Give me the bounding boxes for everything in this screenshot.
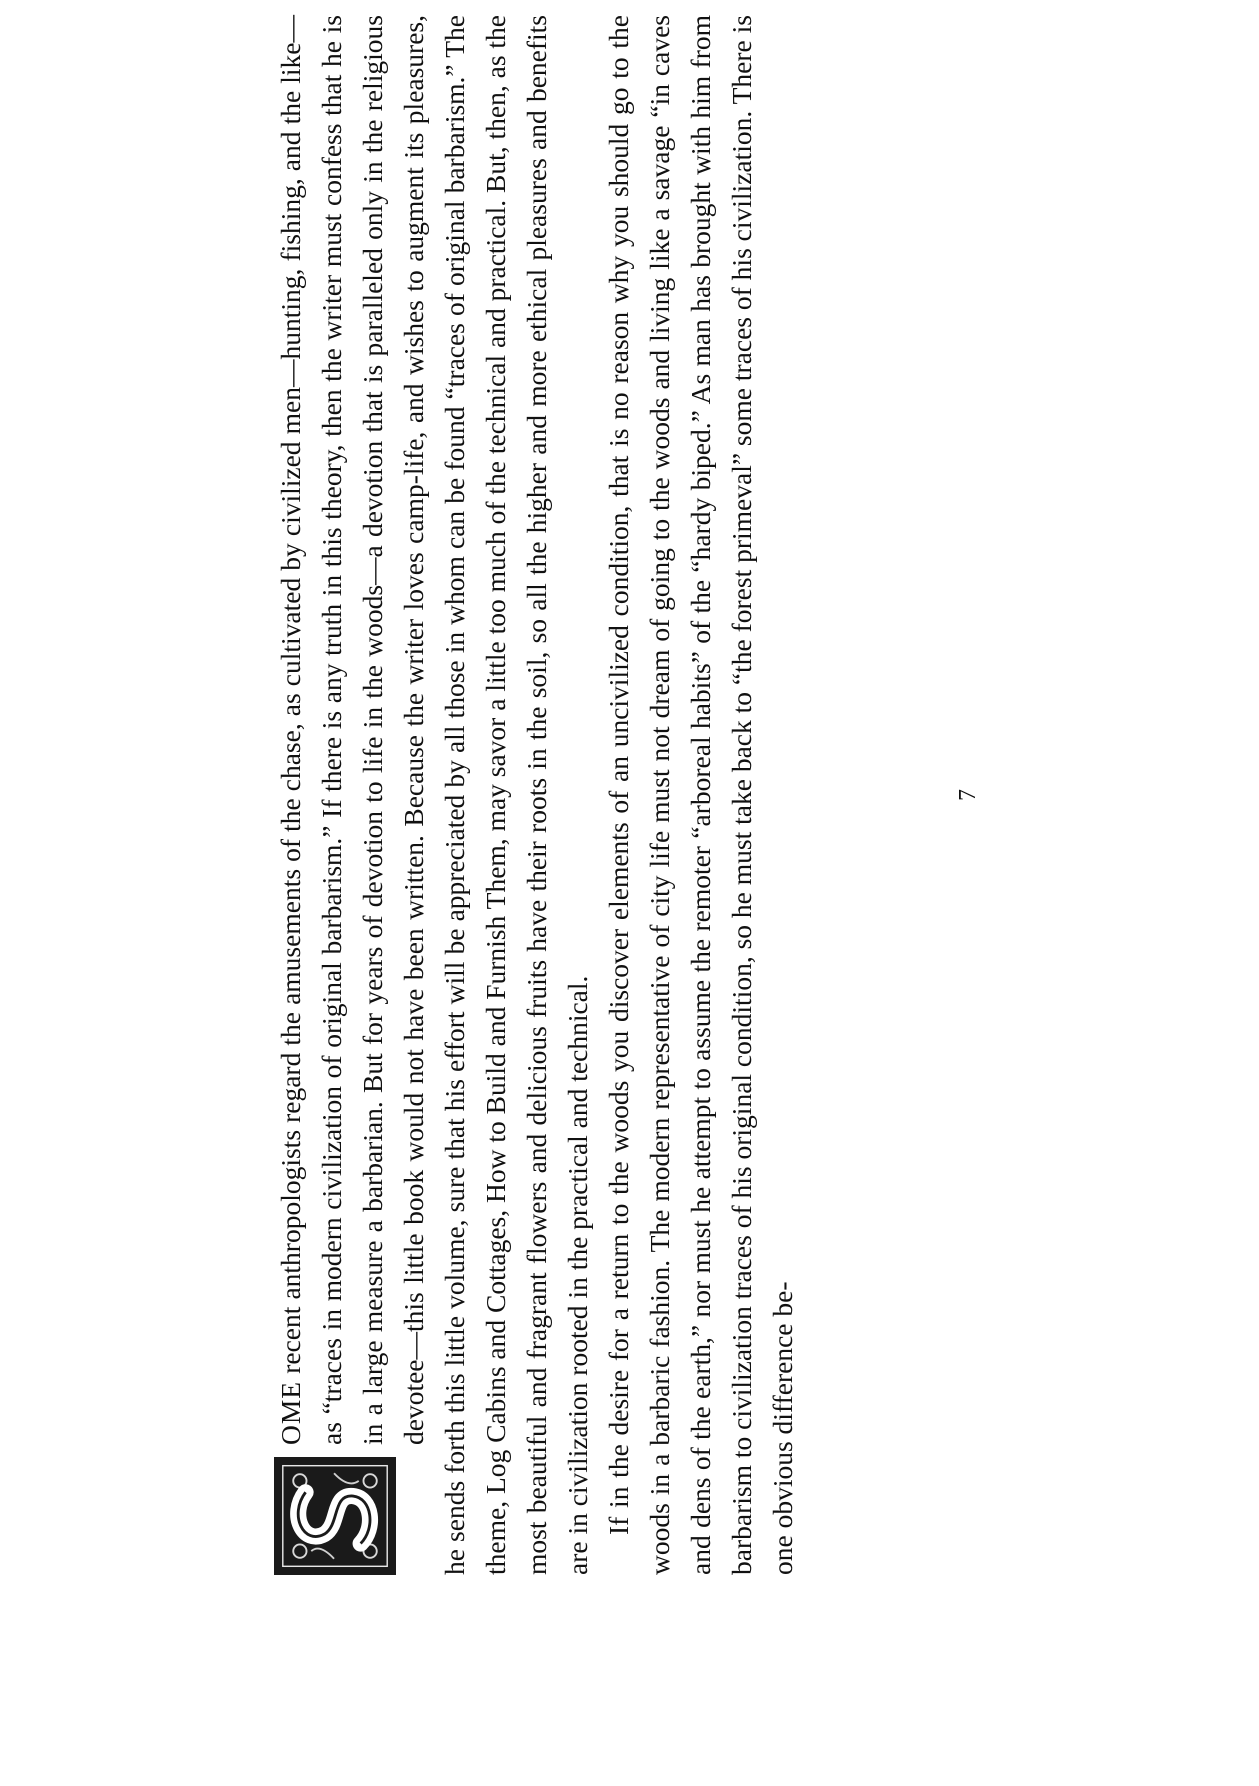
paragraph-2-text: If in the desire for a return to the woods you discover elements of an uncivilized condition, that is no reason why you should go to the woods in a barbaric fashion. The modern representative of city life must not dream of going to the woods and living like a savage “in caves and dens of the earth,” nor must he attempt to assume the remoter “arboreal habits” of the “hardy biped.” As man has brought with him from barbarism to civilization traces of his original condition, so he must take back to “the forest primeval” some traces of his civilization. There is one obvious difference be- [603, 15, 798, 1575]
dropcap-ornament [274, 1457, 396, 1575]
body-text [270, 15, 803, 1575]
paragraph-second [598, 15, 803, 1575]
paragraph-1-text: recent anthropologists regard the amusements of the chase, as cultivated by civilized men—hunting, fishing, and the like—as “traces in modern civilization of original barbarism.” If there is any truth in this theory, then the writer must confess that he is in a large measure a barbarian. But for years of devotion to life in the woods—a devotion that is paralleled only in the religious devotee—this little book would not have been written. Because the writer loves camp-life, and wishes to augment its pleasures, he sends forth this little volume, sure that his effort will be appreciated by all those in whom can be found “traces of original barbarism.” The theme, Log Cabins and Cottages, How to Build and Furnish Them, may savor a little too much of the technical and practical. But, then, as the most beautiful and fragrant flowers and delicious fruits have their roots in the soil, so all the higher and more ethical pleasures and benefits are in civilization rooted in the practical and technical. [275, 15, 593, 1575]
rotated-text-block [270, 15, 981, 1575]
ornamental-s-icon [277, 1460, 393, 1572]
paragraph-lead-word: OME [275, 1380, 306, 1445]
paragraph-first [270, 15, 598, 1575]
page-number: 7 [955, 789, 981, 801]
